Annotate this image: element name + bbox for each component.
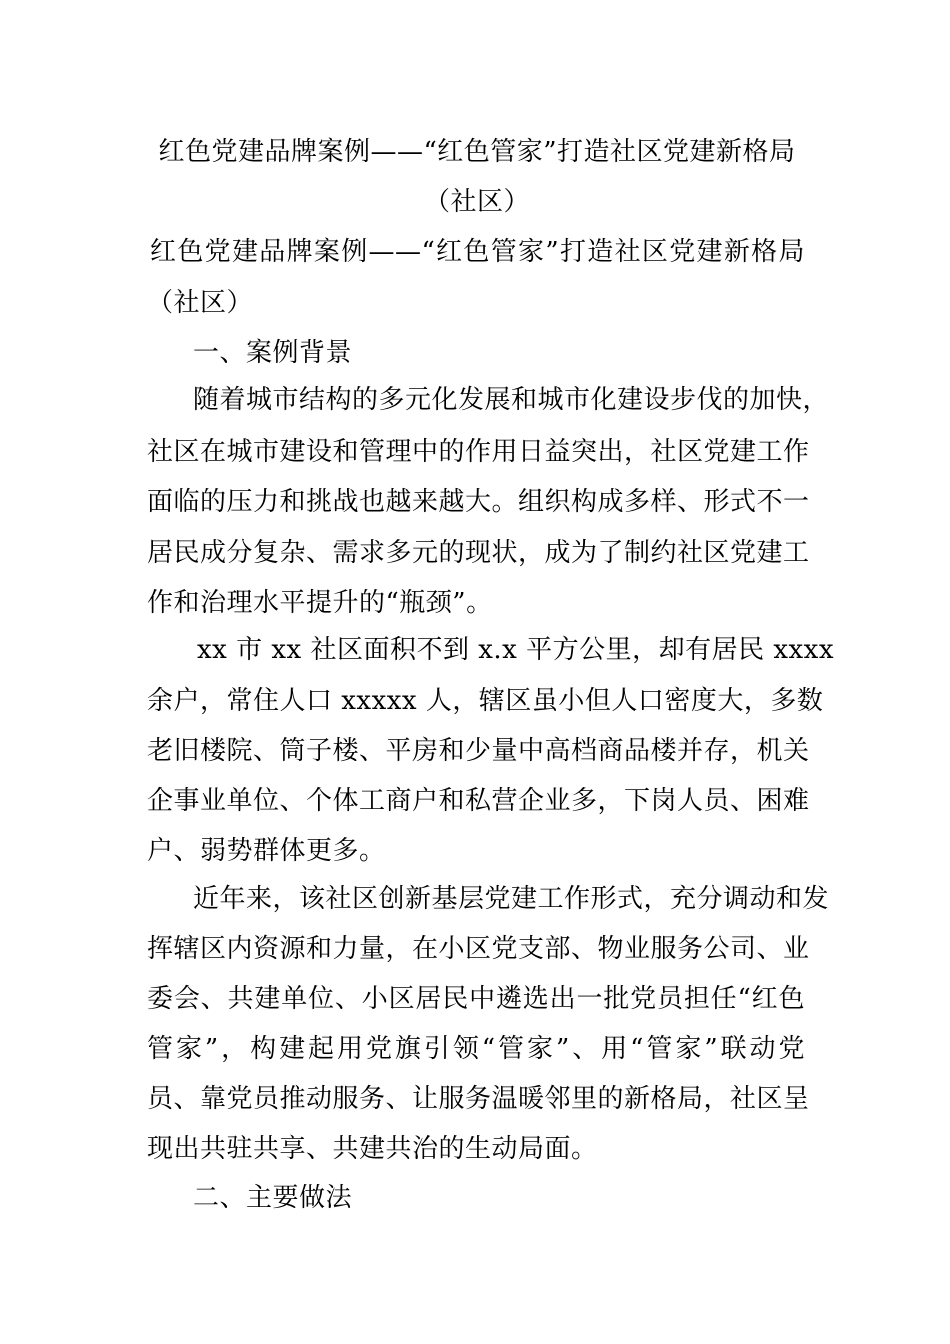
paragraph-line: 现出共驻共享、共建共治的生动局面。 xyxy=(147,1134,598,1164)
paragraph-line: 近年来，该社区创新基层党建工作形式，充分调动和发 xyxy=(193,884,830,914)
paragraph-line: 管家”，构建起用党旗引领“管家”、用“管家”联动党 xyxy=(147,1034,805,1064)
repeat-title: 红色党建品牌案例——“红色管家”打造社区党建新格局 xyxy=(150,237,805,267)
paragraph-line: 员、靠党员推动服务、让服务温暖邻里的新格局，社区呈 xyxy=(147,1084,810,1114)
paragraph-line: 委会、共建单位、小区居民中遴选出一批党员担任“红色 xyxy=(147,984,805,1014)
paragraph-line: 老旧楼院、筒子楼、平房和少量中高档商品楼并存，机关 xyxy=(147,736,810,766)
paragraph-line: 挥辖区内资源和力量，在小区党支部、物业服务公司、业 xyxy=(147,934,810,964)
paragraph-line: 作和治理水平提升的“瓶颈”。 xyxy=(147,588,493,618)
section-heading-methods: 二、主要做法 xyxy=(193,1183,353,1213)
document-title-subtitle: （社区） xyxy=(423,187,530,217)
paragraph-line: 随着城市结构的多元化发展和城市化建设步伐的加快， xyxy=(193,385,830,415)
paragraph-line: 居民成分复杂、需求多元的现状，成为了制约社区党建工 xyxy=(147,538,810,568)
section-heading-background: 一、案例背景 xyxy=(193,338,353,368)
repeat-title-subtitle: （社区） xyxy=(147,288,254,318)
paragraph-line: xx 市 xx 社区面积不到 x.x 平方公里，却有居民 xxxx xyxy=(197,635,834,665)
paragraph-line: 户、弱势群体更多。 xyxy=(147,836,386,866)
paragraph-line: 余户，常住人口 xxxxx 人，辖区虽小但人口密度大，多数 xyxy=(147,686,824,716)
paragraph-line: 企事业单位、个体工商户和私营企业多，下岗人员、困难 xyxy=(147,786,810,816)
paragraph-line: 面临的压力和挑战也越来越大。组织构成多样、形式不一 xyxy=(147,487,810,517)
document-title: 红色党建品牌案例——“红色管家”打造社区党建新格局 xyxy=(158,137,796,167)
paragraph-line: 社区在城市建设和管理中的作用日益突出，社区党建工作 xyxy=(147,437,810,467)
